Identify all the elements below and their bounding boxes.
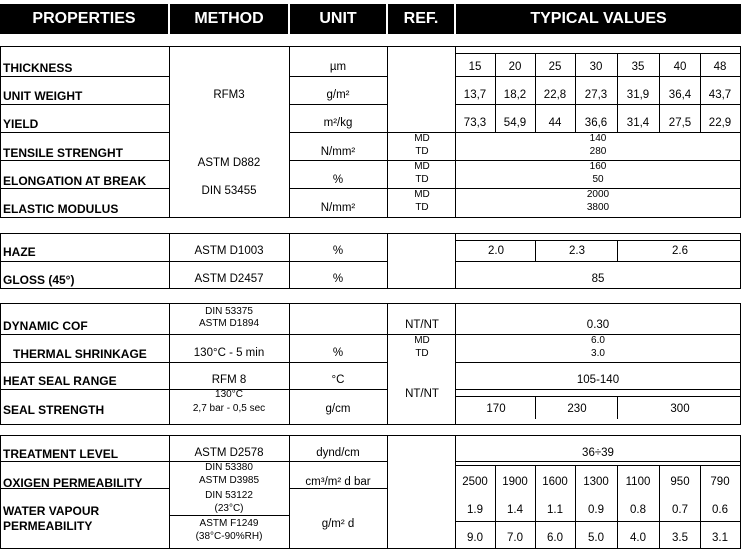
grid-line-horizontal	[289, 160, 741, 161]
value-thickness-col-4: 30	[589, 61, 603, 73]
grid-line-horizontal	[0, 461, 388, 462]
grid-line-vertical	[700, 53, 701, 133]
grid-line-horizontal	[0, 233, 741, 234]
grid-line-horizontal	[455, 389, 741, 390]
value-water-col-2: 7.0	[507, 532, 523, 544]
unit-elastic: N/mm²	[320, 202, 356, 214]
value-yield-col-1: 73,3	[463, 117, 487, 129]
method-astm-d3985: ASTM D3985	[198, 475, 260, 486]
value-haze-3: 2.6	[672, 245, 688, 257]
value-oxigen-col-5: 1100	[625, 476, 651, 488]
grid-line-horizontal	[0, 217, 741, 218]
method-23c: (23°C)	[214, 503, 244, 514]
ref-thermal-td: TD	[415, 348, 429, 359]
value-unit-weight-col-3: 22,8	[543, 89, 567, 101]
grid-line-horizontal	[455, 261, 741, 262]
value-seal-1: 170	[486, 403, 506, 415]
method-din-53122: DIN 53122	[205, 490, 253, 501]
header-ref: REF.	[388, 4, 454, 34]
label-yield: YIELD	[3, 117, 39, 131]
value-haze-2: 2.3	[569, 245, 585, 257]
grid-line-vertical	[659, 465, 660, 549]
grid-line-vertical	[387, 435, 388, 549]
method-rfm8: RFM 8	[211, 374, 247, 386]
method-astm-d882: ASTM D882	[197, 157, 261, 169]
grid-line-vertical	[387, 303, 388, 425]
grid-line-horizontal	[0, 261, 388, 262]
value-water-col-5: 0.8	[630, 504, 646, 516]
value-yield-col-6: 27,5	[668, 117, 692, 129]
value-water-col-2: 1.4	[507, 504, 523, 516]
value-thermal-md: 6.0	[591, 335, 605, 346]
value-water-col-3: 6.0	[547, 532, 563, 544]
grid-line-horizontal	[455, 76, 741, 77]
value-seal-2: 230	[567, 403, 587, 415]
value-thickness-col-5: 35	[631, 61, 645, 73]
grid-line-vertical	[169, 435, 170, 549]
grid-line-vertical	[169, 303, 170, 425]
grid-line-horizontal	[455, 461, 741, 462]
label-thickness: THICKNESS	[3, 61, 73, 75]
grid-line-horizontal	[0, 46, 741, 47]
grid-line-horizontal	[0, 389, 388, 390]
grid-line-vertical	[617, 396, 618, 419]
value-cof: 0.30	[586, 319, 610, 331]
grid-line-vertical	[535, 465, 536, 549]
ref-elastic-td: TD	[415, 202, 429, 213]
grid-line-horizontal	[455, 104, 741, 105]
header-properties: PROPERTIES	[0, 4, 168, 34]
unit-thermal: %	[332, 347, 344, 359]
grid-line-horizontal	[0, 288, 741, 289]
value-thickness-col-2: 20	[508, 61, 522, 73]
value-elongation-td: 50	[592, 174, 604, 185]
method-astm-d2457: ASTM D2457	[194, 273, 264, 285]
grid-line-horizontal	[289, 76, 388, 77]
unit-haze: %	[332, 245, 344, 257]
header-method: METHOD	[170, 4, 288, 34]
label-seal-strength: SEAL STRENGTH	[3, 403, 105, 417]
value-unit-weight-col-6: 36,4	[668, 89, 692, 101]
unit-gloss: %	[332, 273, 344, 285]
label-tensile: TENSILE STRENGHT	[3, 146, 124, 160]
grid-line-horizontal	[289, 104, 388, 105]
grid-line-horizontal	[455, 362, 741, 363]
grid-line-horizontal	[0, 160, 170, 161]
value-water-col-6: 3.5	[672, 532, 688, 544]
grid-line-horizontal	[0, 132, 170, 133]
label-water-1: WATER VAPOUR	[3, 504, 100, 518]
value-water-col-7: 0.6	[712, 504, 728, 516]
grid-line-vertical	[659, 53, 660, 133]
unit-seal-strength: g/cm	[325, 403, 351, 415]
grid-line-vertical	[617, 53, 618, 133]
label-treatment: TREATMENT LEVEL	[3, 447, 119, 461]
grid-line-horizontal	[169, 515, 290, 516]
unit-oxigen: cm³/m² d bar	[305, 476, 371, 488]
header-unit: UNIT	[290, 4, 386, 34]
value-heat-seal: 105-140	[576, 374, 620, 386]
method-astm-d2578: ASTM D2578	[194, 447, 264, 459]
value-thickness-col-1: 15	[468, 61, 482, 73]
value-oxigen-col-7: 790	[710, 476, 730, 488]
ref-tensile-md: MD	[414, 133, 430, 144]
value-water-col-6: 0.7	[672, 504, 688, 516]
grid-line-horizontal	[289, 188, 741, 189]
unit-water: g/m² d	[321, 518, 355, 530]
value-water-col-5: 4.0	[630, 532, 646, 544]
grid-line-vertical	[495, 53, 496, 133]
grid-line-vertical	[575, 465, 576, 549]
grid-line-horizontal	[455, 465, 741, 466]
value-water-col-4: 5.0	[588, 532, 604, 544]
value-yield-col-5: 31,4	[626, 117, 650, 129]
method-din-53380: DIN 53380	[205, 462, 253, 473]
value-yield-col-4: 36,6	[584, 117, 608, 129]
grid-line-horizontal	[289, 132, 741, 133]
grid-line-horizontal	[0, 303, 741, 304]
ref-tensile-td: TD	[415, 146, 429, 157]
method-astm-f1249: ASTM F1249	[199, 518, 259, 529]
label-elastic: ELASTIC MODULUS	[3, 202, 119, 216]
method-din-53375: DIN 53375	[205, 306, 253, 317]
grid-line-horizontal	[0, 334, 741, 335]
label-water-2: PERMEABILITY	[3, 519, 93, 533]
value-water-col-1: 9.0	[467, 532, 483, 544]
value-haze-1: 2.0	[488, 245, 504, 257]
grid-line-horizontal	[455, 521, 741, 522]
ref-elongation-md: MD	[414, 161, 430, 172]
label-unit-weight: UNIT WEIGHT	[3, 89, 83, 103]
ref-cof: NT/NT	[405, 319, 439, 331]
grid-line-horizontal	[455, 53, 741, 54]
value-thermal-td: 3.0	[591, 348, 605, 359]
method-astm-d1003: ASTM D1003	[194, 245, 264, 257]
method-astm-d1894: ASTM D1894	[198, 318, 260, 329]
value-yield-col-7: 22,9	[708, 117, 732, 129]
value-oxigen-col-2: 1900	[502, 476, 528, 488]
value-thickness-col-7: 48	[713, 61, 727, 73]
value-water-col-3: 1.1	[547, 504, 563, 516]
value-oxigen-col-6: 950	[670, 476, 690, 488]
value-tensile-td: 280	[589, 146, 607, 157]
value-treatment: 36÷39	[582, 447, 614, 459]
ref-heat-seal: NT/NT	[405, 388, 439, 400]
grid-line-vertical	[700, 465, 701, 549]
unit-yield: m²/kg	[323, 117, 353, 129]
grid-line-horizontal	[0, 362, 388, 363]
value-unit-weight-col-1: 13,7	[463, 89, 487, 101]
value-water-col-4: 0.9	[588, 504, 604, 516]
grid-line-vertical	[535, 240, 536, 262]
grid-line-vertical	[0, 303, 1, 425]
label-heat-seal: HEAT SEAL RANGE	[3, 374, 117, 388]
ref-elongation-td: TD	[415, 174, 429, 185]
value-water-col-1: 1.9	[467, 504, 483, 516]
grid-line-vertical	[455, 303, 456, 425]
value-oxigen-col-4: 1300	[583, 476, 609, 488]
value-gloss: 85	[591, 273, 605, 285]
grid-line-vertical	[617, 465, 618, 549]
unit-unit-weight: g/m²	[326, 89, 350, 101]
value-yield-col-2: 54,9	[503, 117, 527, 129]
grid-line-horizontal	[455, 396, 741, 397]
value-elastic-md: 2000	[586, 189, 610, 200]
label-oxigen: OXIGEN PERMEABILITY	[3, 476, 143, 490]
unit-elongation: %	[332, 174, 344, 186]
method-seal-temp: 130°C	[215, 389, 243, 400]
header-typical-values: TYPICAL VALUES	[456, 4, 741, 34]
grid-line-vertical	[289, 435, 290, 549]
label-thermal-shrinkage: THERMAL SHRINKAGE	[13, 347, 147, 361]
value-yield-col-3: 44	[548, 117, 562, 129]
value-tensile-md: 140	[589, 133, 607, 144]
unit-tensile: N/mm²	[320, 146, 356, 158]
grid-line-vertical	[535, 53, 536, 133]
grid-line-horizontal	[0, 104, 170, 105]
method-38c: (38°C-90%RH)	[195, 531, 263, 542]
method-seal-pressure: 2,7 bar - 0,5 sec	[192, 403, 266, 414]
value-elongation-md: 160	[589, 161, 607, 172]
grid-line-horizontal	[0, 424, 741, 425]
ref-elastic-md: MD	[414, 189, 430, 200]
value-oxigen-col-1: 2500	[462, 476, 488, 488]
value-thickness-col-6: 40	[673, 61, 687, 73]
grid-line-horizontal	[0, 76, 170, 77]
grid-line-horizontal	[0, 188, 170, 189]
grid-line-vertical	[617, 240, 618, 262]
value-unit-weight-col-4: 27,3	[584, 89, 608, 101]
value-unit-weight-col-5: 31,9	[626, 89, 650, 101]
value-unit-weight-col-2: 18,2	[503, 89, 527, 101]
unit-thickness: µm	[329, 61, 347, 73]
method-rfm3: RFM3	[213, 89, 245, 101]
value-unit-weight-col-7: 43,7	[708, 89, 732, 101]
label-haze: HAZE	[3, 245, 36, 259]
grid-line-vertical	[535, 396, 536, 419]
grid-line-vertical	[495, 465, 496, 549]
ref-thermal-md: MD	[414, 335, 430, 346]
grid-line-vertical	[0, 435, 1, 549]
value-water-col-7: 3.1	[712, 532, 728, 544]
grid-line-horizontal	[455, 240, 741, 241]
value-seal-3: 300	[670, 403, 690, 415]
value-oxigen-col-3: 1600	[542, 476, 568, 488]
grid-line-horizontal	[0, 435, 741, 436]
value-thickness-col-3: 25	[548, 61, 562, 73]
label-dynamic-cof: DYNAMIC COF	[3, 319, 88, 333]
value-elastic-td: 3800	[586, 202, 610, 213]
label-elongation: ELONGATION AT BREAK	[3, 174, 147, 188]
grid-line-vertical	[575, 53, 576, 133]
method-thermal: 130°C - 5 min	[193, 347, 265, 359]
grid-line-vertical	[289, 303, 290, 425]
label-gloss: GLOSS (45°)	[3, 273, 75, 287]
unit-heat-seal: °C	[331, 374, 345, 386]
unit-treatment: dynd/cm	[316, 447, 360, 459]
method-din-53455: DIN 53455	[201, 185, 257, 197]
grid-line-vertical	[455, 435, 456, 549]
